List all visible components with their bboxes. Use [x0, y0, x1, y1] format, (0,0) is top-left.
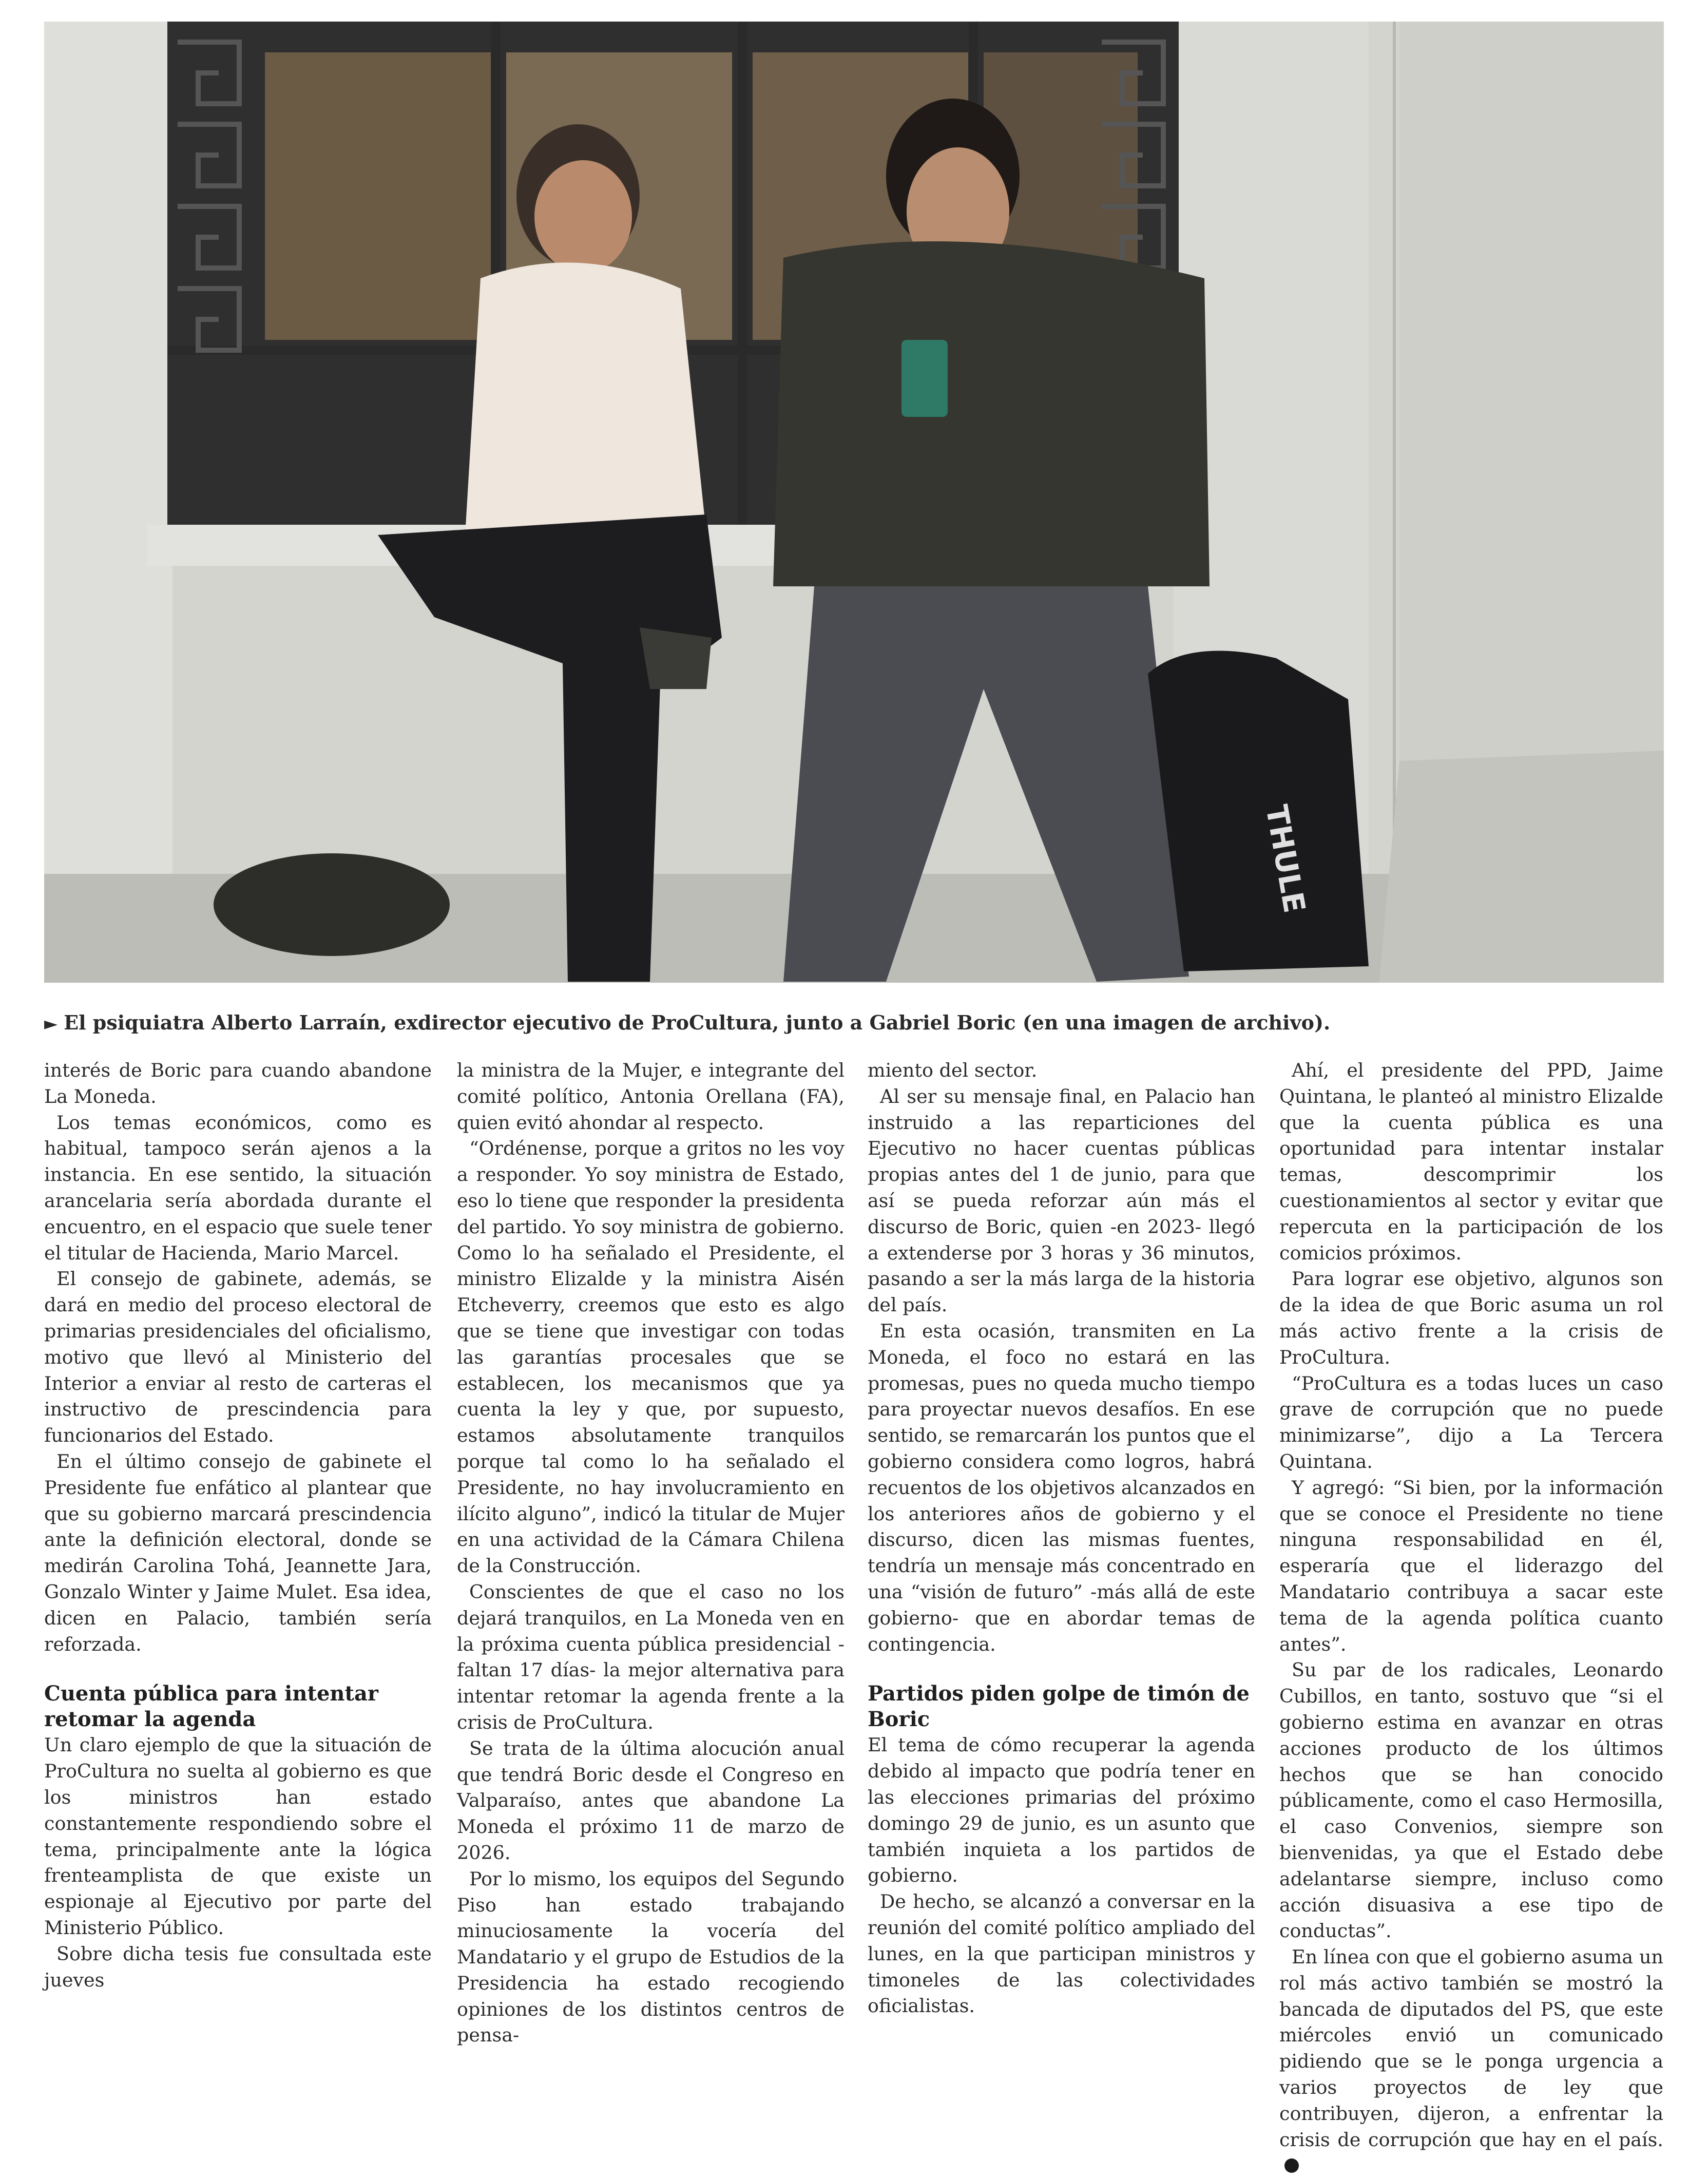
- photo-caption: [44, 1007, 1664, 1038]
- paragraph-final: [1279, 1944, 1663, 2179]
- article-column-3: [868, 1058, 1255, 2017]
- end-of-article-icon: [1284, 2158, 1299, 2173]
- paragraph: Sobre dicha tesis fue consultada este jueves: [44, 1942, 432, 1991]
- paragraph: Y agregó: “Si bien, por la información que se conoce el Presidente no tiene ninguna responsabilidad en él, esperaría que el liderazgo del Mandatario contribuya a sacar este tema de la agenda política cuanto antes”.: [1279, 1476, 1663, 1655]
- paragraph: Por lo mismo, los equipos del Segundo Piso han estado trabajando minuciosamente la vocería del Mandatario y el grupo de Estudios de la Presidencia ha estado recogiendo opiniones de los distintos centros de pensa-: [457, 1867, 845, 2047]
- paragraph: Al ser su mensaje final, en Palacio han instruido a las reparticiones del Ejecutivo no hacer cuentas públicas propias antes del 1 de junio, para que así se pueda reforzar aún más el discurso de Boric, quien -en 2023- llegó a extenderse por 3 horas y 36 minutos, pasando a ser la más larga de la historia del país.: [868, 1085, 1255, 1316]
- paragraph: “ProCultura es a todas luces un caso grave de corrupción que no puede minimizarse”, dijo a La Tercera Quintana.: [1279, 1372, 1663, 1473]
- backpack-brand: THULE: [1259, 802, 1312, 915]
- paragraph: interés de Boric para cuando abandone La Moneda.: [44, 1059, 432, 1107]
- paragraph: Ahí, el presidente del PPD, Jaime Quintana, le planteó al ministro Elizalde que la cuenta pública es una oportunidad para intentar instalar temas, descomprimir los cuestionamientos al sector y evitar que repercuta en la participación de los comicios próximos.: [1279, 1059, 1663, 1264]
- paragraph: Conscientes de que el caso no los dejará tranquilos, en La Moneda ven en la próxima cuenta pública presidencial -faltan 17 días- la mejor alternativa para intentar retomar la agenda frente a la crisis de ProCultura.: [457, 1580, 845, 1733]
- paragraph: En esta ocasión, transmiten en La Moneda, el foco no estará en las promesas, pues no queda mucho tiempo para proyectar nuevos desafíos. En ese sentido, se remarcarán los puntos que el gobierno considera como logros, habrá recuentos de los objetivos alcanzados en los anteriores años de gobierno y el discurso, dicen las mismas fuentes, tendría un mensaje más concentrado en una “visión de futuro” -más allá de este gobierno- que en abordar temas de contingencia.: [868, 1320, 1255, 1655]
- paragraph: la ministra de la Mujer, e integrante del comité político, Antonia Orellana (FA), quien evitó ahondar al respecto.: [457, 1059, 845, 1134]
- section-heading: Partidos piden golpe de timón de Boric: [868, 1681, 1250, 1732]
- article-column-4: [1279, 1058, 1663, 2151]
- article-column-2: [457, 1058, 845, 2047]
- paragraph: Un claro ejemplo de que la situación de ProCultura no suelta al gobierno es que los ministros han estado constantemente respondiendo sobre el tema, principalmente ante la lógica frenteamplista de que existe un espionaje al Ejecutivo por parte del Ministerio Público.: [44, 1734, 432, 1939]
- paragraph: En el último consejo de gabinete el Presidente fue enfático al plantear que que su gobierno marcará prescindencia ante la definición electoral, donde se medirán Carolina Tohá, Jeannette Jara, Gonzalo Winter y Jaime Mulet. Esa idea, dicen en Palacio, también sería reforzada.: [44, 1450, 432, 1655]
- caption-text: El psiquiatra Alberto Larraín, exdirector ejecutivo de ProCultura, junto a Gabriel Boric (en una imagen de archivo).: [64, 1011, 1331, 1034]
- caption-marker-icon: ►: [44, 1014, 58, 1034]
- article-photo: [44, 22, 1664, 983]
- paragraph: Los temas económicos, como es habitual, tampoco serán ajenos a la instancia. En ese sentido, la situación arancelaria sería abordada durante el encuentro, en el espacio que suele tener el titular de Hacienda, Mario Marcel.: [44, 1111, 432, 1264]
- paragraph: De hecho, se alcanzó a conversar en la reunión del comité político ampliado del lunes, en la que participan ministros y timoneles de las colectividades oficialistas.: [868, 1890, 1255, 2017]
- paragraph: Su par de los radicales, Leonardo Cubillos, en tanto, sostuvo que “si el gobierno estima en avanzar en otras acciones producto de los últimos hechos que se han conocido públicamente, como el caso Hermosilla, el caso Convenios, siempre son bienvenidas, ya que el Estado debe adelantarse siempre, incluso como acción disuasiva a ese tipo de conductas”.: [1279, 1659, 1663, 1942]
- article-column-1: [44, 1058, 432, 1991]
- photo-illustration: [44, 22, 1664, 983]
- paragraph: El consejo de gabinete, además, se dará en medio del proceso electoral de primarias presidenciales del oficialismo, motivo que llevó al Ministerio del Interior a enviar al resto de carteras el instructivo de prescindencia para funcionarios del Estado.: [44, 1268, 432, 1447]
- paragraph: miento del sector.: [868, 1059, 1038, 1081]
- paragraph: “Ordénense, porque a gritos no les voy a responder. Yo soy ministra de Estado, eso lo tiene que responder la presidenta del partido. Yo soy ministra de gobierno. Como lo ha señalado el Presidente, el ministro Elizalde y la ministra Aisén Etcheverry, creemos que esto es algo que se tiene que investigar con todas las garantías procesales que se establecen, los mecanismos que ya cuenta la ley y que, por supuesto, estamos absolutamente tranquilos porque tal como lo ha señalado el Presidente, no hay involucramiento en ilícito alguno”, indicó la titular de Mujer en una actividad de la Cámara Chilena de la Construcción.: [457, 1137, 845, 1577]
- paragraph: El tema de cómo recuperar la agenda debido al impacto que podría tener en las elecciones primarias del próximo domingo 29 de junio, es un asunto que también inquieta a los partidos de gobierno.: [868, 1734, 1255, 1887]
- paragraph-text: En línea con que el gobierno asuma un rol más activo también se mostró la bancada de diputados del PS, que este miércoles envió un comunicado pidiendo que se le ponga urgencia a varios proyectos de ley que contribuyen, dijeron, a enfrentar la crisis de corrupción que hay en el país.: [1279, 1946, 1663, 2151]
- section-heading: Cuenta pública para intentar retomar la agenda: [44, 1681, 378, 1732]
- paragraph: Se trata de la última alocución anual que tendrá Boric desde el Congreso en Valparaíso, antes que abandone La Moneda el próximo 11 de marzo de 2026.: [457, 1737, 845, 1864]
- paragraph: Para lograr ese objetivo, algunos son de la idea de que Boric asuma un rol más activo frente a la crisis de ProCultura.: [1279, 1268, 1663, 1368]
